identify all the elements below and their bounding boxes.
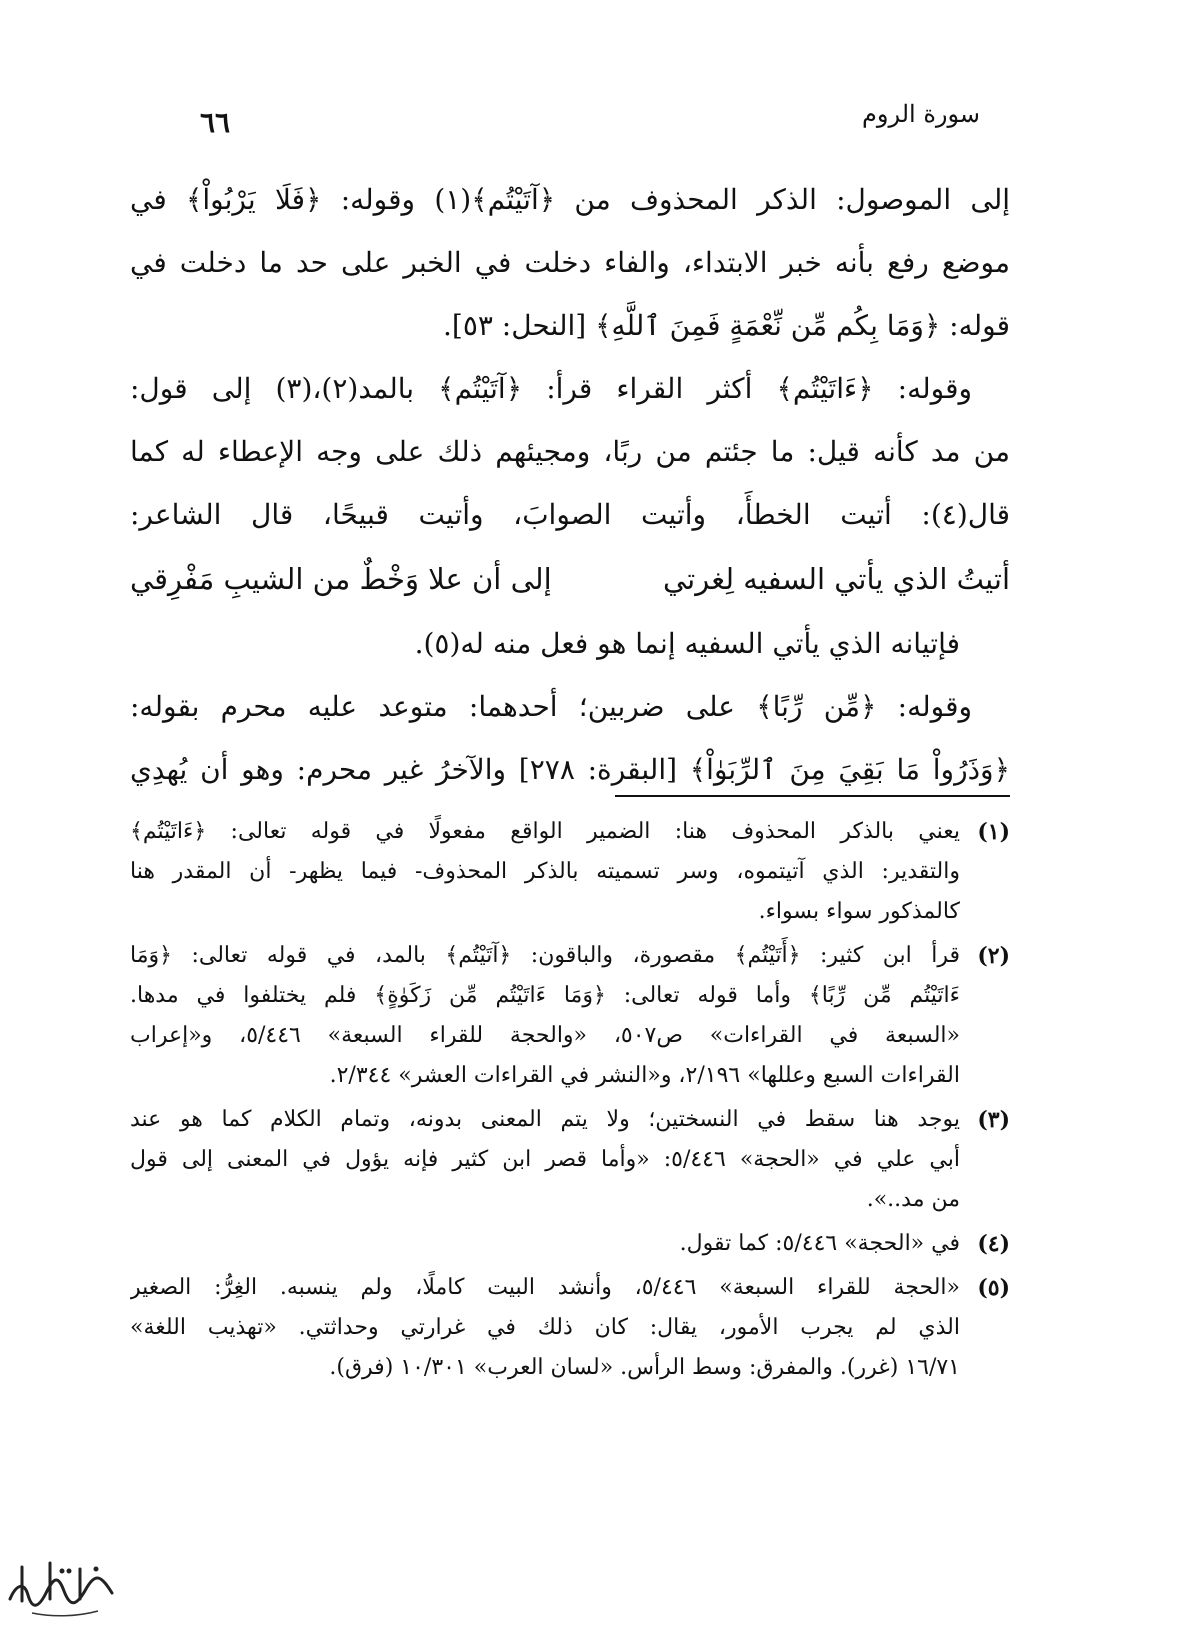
footnote bbox=[130, 936, 1010, 1096]
poetry-verse bbox=[130, 546, 1010, 612]
verse-second-hemistich: إلى أن علا وَخْطٌ من الشيبِ مَفْرِقي bbox=[130, 562, 552, 596]
footnote-line: والتقدير: الذي آتيتموه، وسر تسميته بالذكر المحذوف- فيما يظهر- أن المقدر هنا bbox=[130, 859, 960, 884]
footnotes bbox=[130, 812, 1010, 1392]
footnote-line: «السبعة في القراءات» ص٥٠٧، «والحجة للقراء السبعة» ٥/٤٤٦، و«إعراب bbox=[130, 1023, 960, 1048]
footnote-number: (٥) bbox=[977, 1275, 1010, 1301]
footnote-line: يوجد هنا سقط في النسختين؛ ولا يتم المعنى بدونه، وتمام الكلام كما هو عند bbox=[130, 1107, 960, 1132]
footnote-line: في «الحجة» ٥/٤٤٦: كما تقول. bbox=[679, 1231, 960, 1256]
footnote-number: (٣) bbox=[977, 1107, 1010, 1133]
footnote-line: يعني بالذكر المحذوف هنا: الضمير الواقع مفعولًا في قوله تعالى: ﴿ءَاتَيْتُم﴾ bbox=[130, 819, 960, 844]
footnote bbox=[130, 1100, 1010, 1220]
text-line: وقوله: ﴿مِّن رِّبًا﴾ على ضربين؛ أحدهما: متوعد عليه محرم بقوله: bbox=[130, 690, 972, 723]
page-number: ٦٦ bbox=[200, 106, 231, 139]
footnote-line: أبي علي في «الحجة» ٥/٤٤٦: «وأما قصر ابن كثير فإنه يؤول في المعنى إلى قول bbox=[130, 1147, 960, 1172]
footnote-line: «الحجة للقراء السبعة» ٥/٤٤٦، وأنشد البيت كاملًا، ولم ينسبه. الغِرُّ: الصغير bbox=[130, 1275, 960, 1300]
page-header bbox=[200, 100, 980, 140]
surah-title: سورة الروم bbox=[862, 100, 980, 128]
footnote bbox=[130, 812, 1010, 932]
text-line: ﴿وَذَرُواْ مَا بَقِيَ مِنَ ٱلرِّبَوٰاْ﴾ [البقرة: ٢٧٨] والآخرُ غير محرم: وهو أن يُهدِي bbox=[130, 753, 1010, 786]
footnote-line: كالمذكور سواء بسواء. bbox=[758, 899, 960, 924]
footnote-line: ١٦/٧١ (غرر). والمفرق: وسط الرأس. «لسان العرب» ١٠/٣٠١ (فرق). bbox=[329, 1355, 960, 1380]
footnote-line: قرأ ابن كثير: ﴿أَتَيْتُم﴾ مقصورة، والباقون: ﴿آتَيْتُم﴾ بالمد، في قوله تعالى: ﴿وَمَا bbox=[130, 943, 960, 968]
footnote-number: (٤) bbox=[977, 1231, 1010, 1257]
footnote-number: (٢) bbox=[977, 943, 1010, 969]
verse-first-hemistich: أتيتُ الذي يأتي السفيه لِغرتي bbox=[663, 562, 1010, 596]
text-line: قال(٤): أتيت الخطأَ، وأتيت الصوابَ، وأتيت قبيحًا، قال الشاعر: bbox=[130, 498, 1010, 531]
text-line: موضع رفع بأنه خبر الابتداء، والفاء دخلت في الخبر على حد ما دخلت في bbox=[130, 246, 1010, 279]
text-line: وقوله: ﴿ءَاتَيْتُم﴾ أكثر القراء قرأ: ﴿آتَيْتُم﴾ بالمد(٢)،(٣) إلى قول: bbox=[130, 372, 972, 405]
footnote-line: من مد..». bbox=[866, 1187, 960, 1212]
footnote-line: القراءات السبع وعللها» ٢/١٩٦، و«النشر في القراءات العشر» ٢/٣٤٤. bbox=[329, 1063, 960, 1088]
text-line: قوله: ﴿وَمَا بِكُم مِّن نِّعْمَةٍ فَمِنَ ٱللَّهِ﴾ [النحل: ٥٣]. bbox=[442, 309, 1010, 342]
text-line: فإتيانه الذي يأتي السفيه إنما هو فعل منه له(٥). bbox=[414, 627, 960, 660]
text-line: من مد كأنه قيل: ما جئتم من ربًا، ومجيئهم ذلك على وجه الإعطاء له كما bbox=[130, 435, 1010, 468]
footnote-line: ءَاتَيْتُم مِّن رِّبًا﴾ وأما قوله تعالى: ﴿وَمَا ءَاتَيْتُم مِّن زَكَوٰةٍ﴾ فلم يختلفوا في مدها. bbox=[130, 983, 960, 1008]
footnote-number: (١) bbox=[977, 819, 1010, 845]
footnote-line: الذي لم يجرب الأمور، يقال: كان ذلك في غرارتي وحداثتي. «تهذيب اللغة» bbox=[130, 1315, 960, 1340]
footnote bbox=[130, 1224, 1010, 1264]
footnote bbox=[130, 1268, 1010, 1388]
text-line: إلى الموصول: الذكر المحذوف من ﴿آتَيْتُم﴾(١) وقوله: ﴿فَلَا يَرْبُواْ﴾ في bbox=[130, 183, 1010, 216]
footnote-divider bbox=[615, 795, 1010, 797]
library-logo bbox=[2, 1555, 120, 1625]
main-text bbox=[130, 168, 1010, 801]
